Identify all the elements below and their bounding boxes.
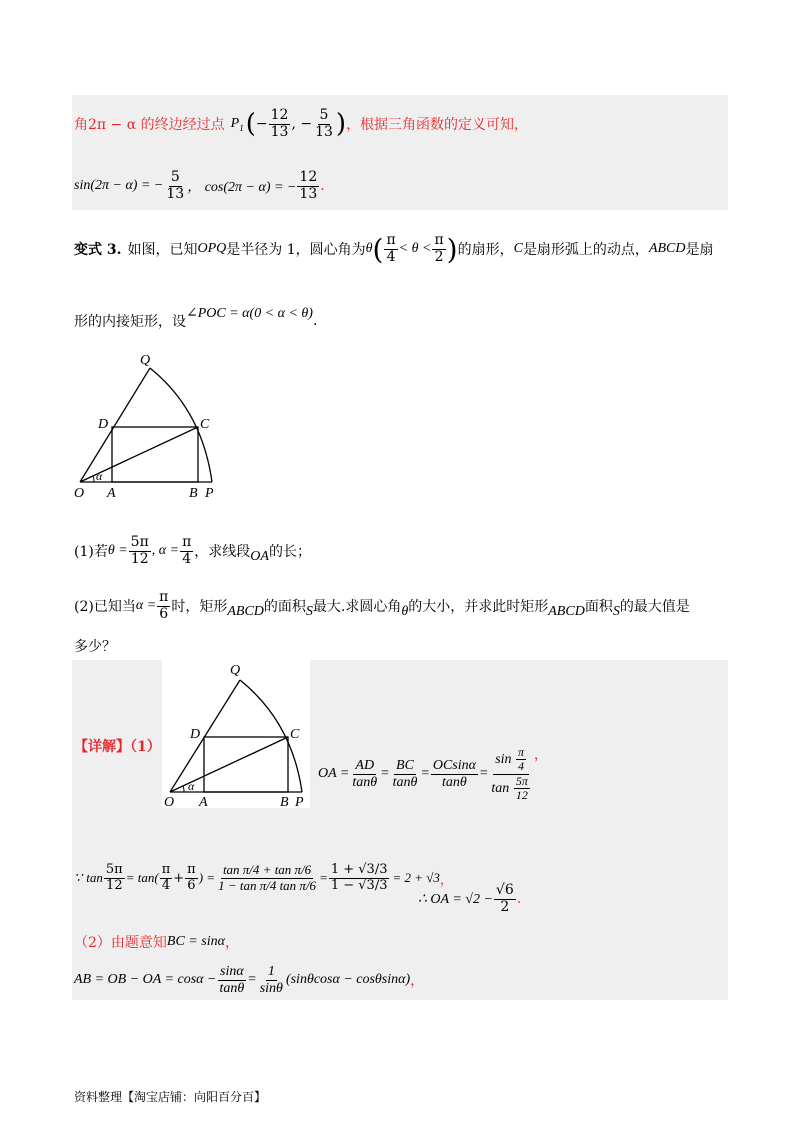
sector-figure-2 [160,660,312,810]
label-q: Q [140,353,151,368]
oa-frac-1: $\frac{AD}{\tan\theta}$ [352,758,378,790]
sin-fraction: $\frac{5}{13}$ [166,169,185,202]
q2-line2: 多少？ [74,639,116,655]
q2-t5: 面积 [584,599,613,615]
problem-text-a: 如图，已知 [127,242,198,258]
bc-eq: BC = sinα [166,934,225,949]
label-a: A [107,486,116,500]
label-b: B [189,486,198,500]
cos-expression: ， cos(2π − α) = − [187,180,297,195]
theta-high-fraction: $\frac{\pi}{2}$ [434,232,444,265]
q1-theta-eq: θ = [107,543,128,558]
q1-tail-b: 的长； [268,544,311,560]
p4-frac: $\frac{\pi}{4}$ [161,862,171,893]
q2-t1: 时，矩形 [171,599,228,615]
part2-line-2 [74,958,424,1002]
tan-result: = 2 + √3 [392,870,440,885]
ab-tail: (sinθcosα − cosθsinα) [285,972,411,987]
oa-eq: OA = [318,766,350,781]
q2-t2: 的面积 [263,599,306,615]
label-alpha: α [96,469,103,483]
q2-alpha-eq: α = [135,598,157,613]
theta-low-fraction: $\frac{\pi}{4}$ [386,232,396,265]
top-line-1: 角2π − α 的终边经过点 $P_1$ ( − $\frac{12}{13}$ , − $\frac{5}{13}$ ) ，根据三角函数的定义可知， [74,107,529,140]
q2-t6: 的最大值是 [619,599,690,615]
label-p: P [205,486,214,500]
q2-theta: θ [401,604,409,619]
oa-result-frac: $\frac{√6}{2}$ [495,882,514,915]
top-line1-text: 角2π − α 的终边经过点 [74,117,225,133]
q2-t4: 的大小，并求此时矩形 [408,599,549,615]
sector-name: OPQ [197,241,227,256]
q1-prefix: (1)若 [74,544,108,560]
problem-text-f: 形的内接矩形，设 [74,314,186,330]
oa-frac-2: $\frac{BC}{\tan\theta}$ [392,758,418,790]
oa-end-dot: . [516,891,522,907]
problem-text-c: 的扇形， [457,242,514,258]
label-o: O [74,486,85,500]
problem-text-e: 是扇 [685,242,714,258]
problem-text-b: 是半径为 1，圆心角为 [226,242,366,258]
solution-label: 【详解】（1） [74,739,161,755]
label-q-2: Q [230,663,241,678]
tan-sum-frac: $\frac{\text{tan π/4 + tan π/6}}{\text{1 − tan π/4 tan π/6}}$ [218,862,317,893]
problem-end-dot: . [312,313,318,329]
top-line-2 [74,166,325,206]
oa-comma: ， [533,747,548,763]
part2-line-1 [74,930,239,954]
oa-formula: OA = $\frac{AD}{\tan\theta}$ = $\frac{BC}{\tan\theta}$ = $\frac{OCsin\alpha}{\tan\theta}$ = sin $\frac{\pi}{4}$ tan $\frac{5\pi}{12}$ ， [318,745,548,802]
ab-frac-1: $\frac{\sin\alpha}{\tan\theta}$ [219,964,245,996]
oa-result [418,874,521,924]
ab-eq: = [247,972,257,987]
q1-alpha-eq: , α = [151,543,180,558]
oa-frac-3: $\frac{OCsin\alpha}{\tan\theta}$ [432,758,476,790]
label-b-2: B [280,795,289,810]
because-sign: ∵ [74,870,83,885]
sector-figure-1 [72,350,232,500]
part2-label: （2）由题意知 [74,935,167,951]
label-c: C [200,417,210,432]
q1-oa: OA [250,549,269,564]
tan-lhs: tan [86,870,103,885]
q2-t3: 最大.求圆心角 [312,599,402,615]
ab-line: AB = OB − OA = cosα − [74,972,217,987]
rect-name: ABCD [648,241,686,256]
therefore-oa: ∴ OA = √2 − [418,891,493,907]
label-d-2: D [190,727,201,742]
q1-alpha-fraction: $\frac{\pi}{4}$ [182,534,192,567]
q2-abcd1: ABCD [227,604,264,619]
q1-tail-a: ，求线段 [194,544,251,560]
label-c-2: C [290,727,300,742]
question-1 [74,530,311,572]
angle-definition: ∠POC = α(0 < α < θ) [186,305,313,321]
q2-s2: S [612,604,620,619]
part2-comma: ， [224,935,239,951]
label-alpha-2: α [188,779,195,793]
point-c-label: C [513,241,523,256]
label-o-2: O [164,795,175,810]
question-2-line-2 [74,636,116,656]
theta-symbol: θ [365,241,373,256]
footer-text: 资料整理【淘宝店铺：向阳百分百】 [74,1090,267,1104]
q2-abcd2: ABCD [548,604,585,619]
p1-y-fraction: $\frac{5}{13}$ [315,107,333,140]
top-line1-tail: ，根据三角函数的定义可知， [346,117,529,133]
end-dot: . [320,178,325,194]
point-p1: $P_1$ [230,115,244,133]
p6-frac: $\frac{\pi}{6}$ [187,862,196,893]
cos-fraction: $\frac{12}{13}$ [299,169,318,202]
problem-line-1: 变式 3. 如图，已知 OPQ 是半径为 1，圆心角为 θ ( $\frac{\pi}{4}$ < θ < $\frac{\pi}{2}$ ) 的扇形， C 是扇形弧上的动点， ABCD 是扇 [74,232,714,266]
q2-s1: S [305,604,313,619]
p1-x-fraction: $\frac{12}{13}$ [270,107,289,140]
problem-title: 变式 3. [74,242,122,258]
problem-text-d: 是扇形弧上的动点， [522,242,649,258]
sin-expression: sin(2π − α) = − [74,178,164,193]
ab-end: ， [410,973,425,989]
tan-lhs-frac: $\frac{5\pi}{12}$ [105,862,123,893]
problem-line-2 [74,306,317,336]
label-d: D [98,417,109,432]
question-2 [74,585,690,627]
q1-theta-fraction: $\frac{5\pi}{12}$ [130,534,149,567]
ab-frac-2: $\frac{1}{\sin\theta}$ [259,964,283,996]
label-a-2: A [199,795,208,810]
root-frac: $\frac{1 + √3/3}{1 - √3/3}$ [330,862,388,893]
label-p-2: P [295,795,304,810]
tan-mid: = tan( [125,870,159,885]
q2-prefix: (2)已知当 [74,599,136,615]
q2-alpha-fraction: $\frac{\pi}{6}$ [159,589,169,622]
oa-frac-4: sin $\frac{\pi}{4}$ tan $\frac{5\pi}{12}$ [491,745,528,802]
tan-identity: ∵ tan $\frac{5\pi}{12}$ = tan( $\frac{\pi}{4}$ + $\frac{\pi}{6}$ ) = $\frac{\text{tan π/4 + tan π/6}}{\text{1 − tan π/4 tan π/6}}$ = $\frac{1 + √3/3}{1 - √3/3}$ = 2 + √3 ， [74,862,453,893]
